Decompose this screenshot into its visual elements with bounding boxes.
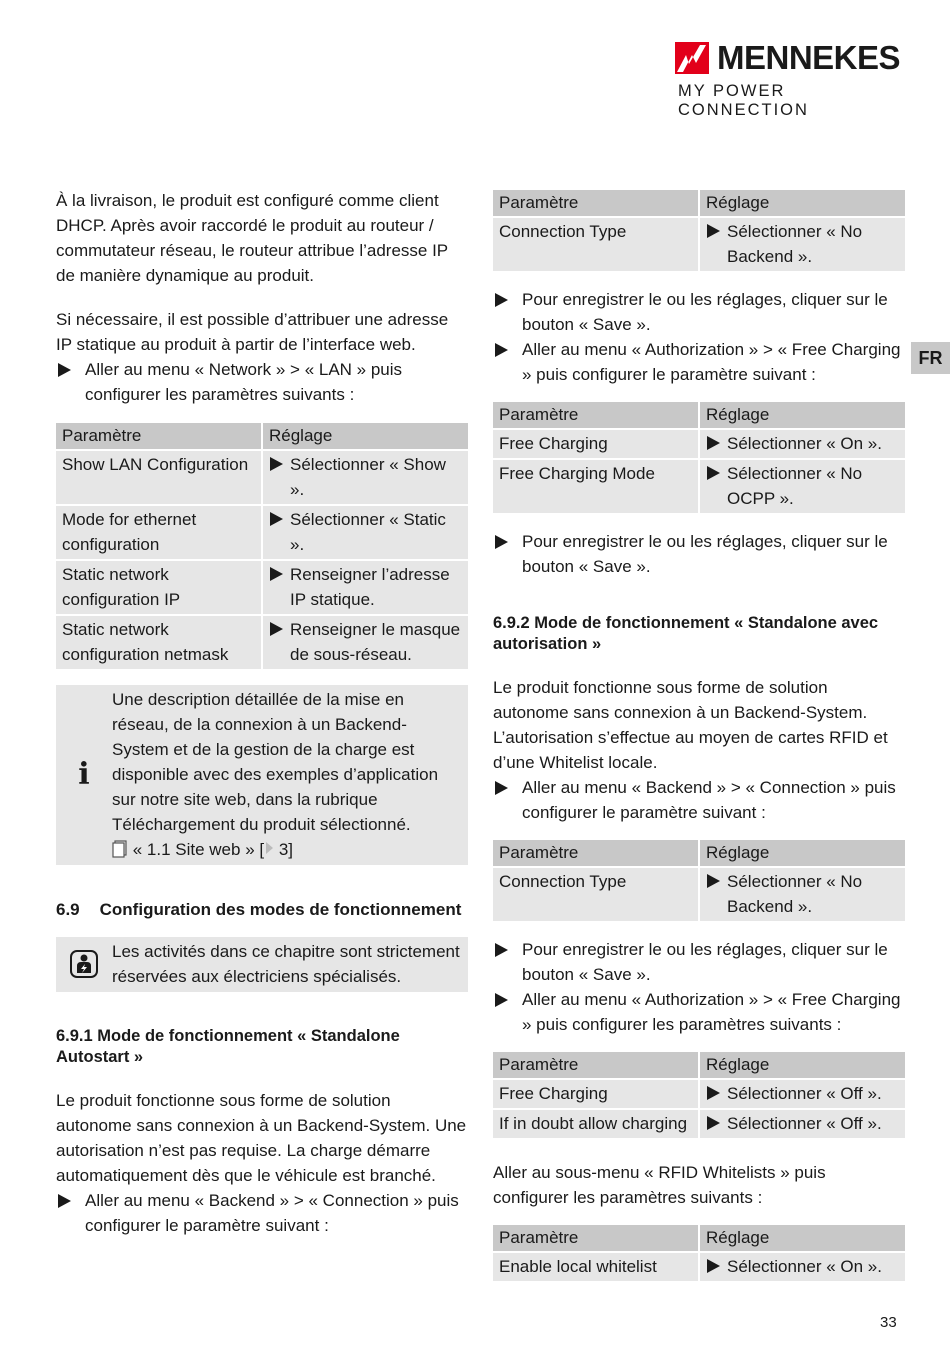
value-text: Sélectionner « On ». <box>706 1254 899 1279</box>
table-header-parameter: Paramètre <box>56 423 261 449</box>
value-cell <box>700 868 905 921</box>
value-text: Sélectionner « No Backend ». <box>706 869 899 919</box>
step-backend: Aller au menu « Backend » > « Connection » puis configurer le paramètre suivant : <box>56 1188 468 1238</box>
language-tab: FR <box>911 342 950 374</box>
free-charging-table-2 <box>491 1050 907 1140</box>
step-lan: Aller au menu « Network » > « LAN » puis configurer les paramètres suivants : <box>56 357 468 407</box>
value-cell <box>263 616 468 669</box>
page-number: 33 <box>880 1314 897 1331</box>
static-ip-paragraph: Si nécessaire, il est possible d’attribuer une adresse IP statique au produit à partir de l’interface web. <box>56 310 449 354</box>
free-charging-table <box>491 400 907 515</box>
param-cell: Static network configuration netmask <box>56 616 261 669</box>
section-number: 6.9 <box>56 900 80 919</box>
book-icon <box>112 840 133 859</box>
table-row <box>493 868 905 921</box>
value-text: Sélectionner « Show ». <box>269 452 462 502</box>
value-text: Sélectionner « No OCPP ». <box>706 461 899 511</box>
section-title: Configuration des modes de fonctionnement <box>99 900 462 919</box>
value-text: Sélectionner « No Backend ». <box>706 219 899 269</box>
param-cell: Show LAN Configuration <box>56 451 261 504</box>
lan-settings-table <box>54 421 470 671</box>
info-note-text: Une description détaillée de la mise en réseau, de la connexion à un Backend-System et de la gestion de la charge est disponible avec des exemples d’application sur notre site web, dans la rubrique Téléchargement du produit sélectionné. <box>112 690 439 834</box>
table-row <box>493 430 905 458</box>
param-cell: Free Charging <box>493 1080 698 1108</box>
table-row <box>56 561 468 614</box>
table-row <box>493 460 905 513</box>
table-header-setting: Réglage <box>700 1225 905 1251</box>
section-heading-6-9 <box>56 899 468 921</box>
left-column <box>56 188 468 1238</box>
param-cell: Connection Type <box>493 868 698 921</box>
intro-paragraph: À la livraison, le produit est configuré comme client DHCP. Après avoir raccordé le produit au routeur / commutateur réseau, le routeur attribue l’adresse IP de manière dynamique au produit. <box>56 191 448 285</box>
param-cell: If in doubt allow charging <box>493 1110 698 1138</box>
param-cell: Enable local whitelist <box>493 1253 698 1281</box>
value-text: Renseigner le masque de sous-réseau. <box>269 617 462 667</box>
table-header-setting: Réglage <box>700 402 905 428</box>
value-cell <box>263 561 468 614</box>
value-cell <box>700 460 905 513</box>
value-cell <box>700 430 905 458</box>
step-save: Pour enregistrer le ou les réglages, cliquer sur le bouton « Save ». <box>493 937 905 987</box>
cross-reference[interactable] <box>112 837 460 862</box>
standalone-auth-description: Le produit fonctionne sous forme de solution autonome sans connexion à un Backend-System. L’autorisation s’effectue au moyen de cartes RFID et d’une Whitelist locale. <box>493 678 888 772</box>
table-header-parameter: Paramètre <box>493 402 698 428</box>
table-row <box>56 616 468 669</box>
table-header-setting: Réglage <box>700 1052 905 1078</box>
rfid-intro: Aller au sous-menu « RFID Whitelists » puis configurer les paramètres suivants : <box>493 1163 826 1207</box>
standalone-autostart-description: Le produit fonctionne sous forme de solution autonome sans connexion à un Backend-System. Une autorisation n’est pas requise. La charge démarre automatiquement dès que le véhicule est branché. <box>56 1091 467 1185</box>
electrician-icon <box>56 948 112 980</box>
value-text: Renseigner l’adresse IP statique. <box>269 562 462 612</box>
step-authorization: Aller au menu « Authorization » > « Free Charging » puis configurer les paramètres suivants : <box>493 987 905 1037</box>
value-cell <box>700 1253 905 1281</box>
mennekes-logo-icon <box>675 42 709 74</box>
table-row <box>56 451 468 504</box>
connection-type-table <box>491 188 907 273</box>
info-note <box>56 685 468 865</box>
table-row <box>493 1253 905 1281</box>
brand-tagline: MY POWER CONNECTION <box>678 82 809 119</box>
electrician-note <box>56 937 468 992</box>
table-header-setting: Réglage <box>700 190 905 216</box>
table-row <box>493 1110 905 1138</box>
param-cell: Free Charging Mode <box>493 460 698 513</box>
info-icon: i <box>78 757 90 792</box>
step-backend: Aller au menu « Backend » > « Connection » puis configurer le paramètre suivant : <box>493 775 905 825</box>
section-heading-6-9-2: 6.9.2 Mode de fonctionnement « Standalone avec autorisation » <box>493 614 879 653</box>
value-text: Sélectionner « On ». <box>706 431 899 456</box>
cross-reference-page: 3] <box>274 840 294 859</box>
param-cell: Free Charging <box>493 430 698 458</box>
table-row <box>493 1080 905 1108</box>
section-heading-6-9-1: 6.9.1 Mode de fonctionnement « Standalone Autostart » <box>56 1027 400 1066</box>
cross-reference-text: « 1.1 Site web » [ <box>132 840 265 859</box>
value-cell <box>700 1110 905 1138</box>
step-save: Pour enregistrer le ou les réglages, cliquer sur le bouton « Save ». <box>493 287 905 337</box>
param-cell: Mode for ethernet configuration <box>56 506 261 559</box>
param-cell: Static network configuration IP <box>56 561 261 614</box>
electrician-note-text: Les activités dans ce chapitre sont strictement réservées aux électriciens spécialisés. <box>112 942 460 986</box>
table-header-parameter: Paramètre <box>493 840 698 866</box>
brand-name: MENNEKES <box>717 39 901 76</box>
value-text: Sélectionner « Static ». <box>269 507 462 557</box>
table-header-parameter: Paramètre <box>493 1225 698 1251</box>
table-row <box>493 218 905 271</box>
step-authorization: Aller au menu « Authorization » > « Free Charging » puis configurer le paramètre suivant : <box>493 337 905 387</box>
table-row <box>56 506 468 559</box>
value-cell <box>700 218 905 271</box>
value-cell <box>700 1080 905 1108</box>
brand-logo <box>675 40 907 120</box>
connection-type-table-2 <box>491 838 907 923</box>
right-column <box>493 188 905 1283</box>
value-text: Sélectionner « Off ». <box>706 1111 899 1136</box>
table-header-setting: Réglage <box>263 423 468 449</box>
page-arrow-icon <box>266 842 273 854</box>
table-header-setting: Réglage <box>700 840 905 866</box>
step-save: Pour enregistrer le ou les réglages, cliquer sur le bouton « Save ». <box>493 529 905 579</box>
table-header-parameter: Paramètre <box>493 190 698 216</box>
table-header-parameter: Paramètre <box>493 1052 698 1078</box>
rfid-whitelist-table <box>491 1223 907 1283</box>
param-cell: Connection Type <box>493 218 698 271</box>
value-cell <box>263 506 468 559</box>
value-cell <box>263 451 468 504</box>
value-text: Sélectionner « Off ». <box>706 1081 899 1106</box>
